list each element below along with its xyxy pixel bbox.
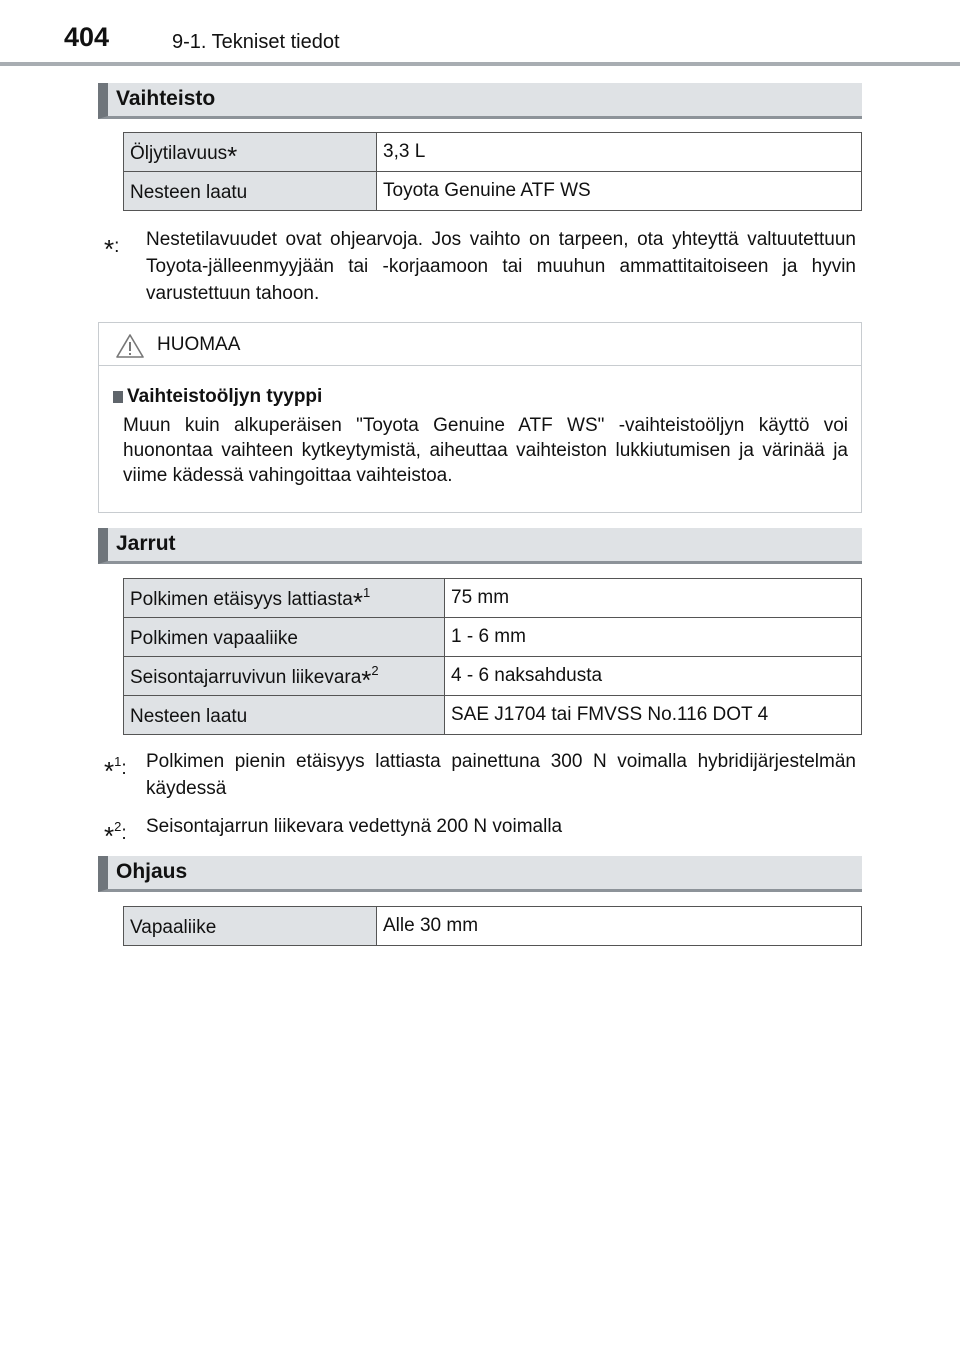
footnote-text: Seisontajarrun liikevara vedettynä 200 N voimalla — [146, 816, 563, 837]
notice-body: Muun kuin alkuperäisen "Toyota Genuine ATF WS" -vaihteistoöljyn käyttö voi huonontaa vaihteen kytkeytymistä, aiheuttaa vaihteiston lukkiutumisen ja värinää ja viime kädessä vahingoittaa vaihteistoa. — [123, 415, 848, 486]
spec-label: Polkimen etäisyys lattiasta*$^1$ — [124, 579, 445, 618]
header-rule — [0, 62, 960, 66]
table-row — [124, 907, 862, 946]
spec-value: SAE J1704 tai FMVSS No.116 DOT 4 — [445, 696, 862, 735]
chapter-title: 9-1. Tekniset tiedot — [172, 31, 340, 53]
table-row — [124, 696, 862, 735]
section-title: Jarrut — [116, 532, 176, 555]
spec-value: 75 mm — [445, 579, 862, 618]
spec-label: Polkimen vapaaliike — [124, 618, 445, 657]
table-row — [124, 618, 862, 657]
spec-value: Toyota Genuine ATF WS — [377, 172, 862, 211]
bullet-square-icon — [113, 391, 123, 403]
notice-box — [98, 322, 862, 513]
spec-label: Vapaaliike — [124, 907, 377, 946]
section-title: Vaihteisto — [116, 87, 216, 110]
footnote-marker: *$^1$: — [104, 754, 127, 786]
section-title: Ohjaus — [116, 860, 188, 883]
section-bar-transmission — [98, 83, 862, 119]
section-bar-brakes — [98, 528, 862, 564]
brakes-footnote-1 — [104, 748, 856, 802]
table-row — [124, 133, 862, 172]
spec-value: Alle 30 mm — [377, 907, 862, 946]
table-row — [124, 579, 862, 618]
notice-header — [99, 323, 861, 366]
spec-value: 1 - 6 mm — [445, 618, 862, 657]
section-bar-steering — [98, 856, 862, 892]
brakes-footnote-2 — [104, 813, 856, 851]
steering-spec-table — [123, 906, 862, 946]
page-header — [0, 0, 960, 68]
footnote-mark: * — [227, 141, 238, 171]
notice-label: HUOMAA — [157, 334, 241, 355]
brakes-spec-table — [123, 578, 862, 735]
table-row — [124, 172, 862, 211]
footnote-marker: *: — [104, 234, 120, 264]
warning-triangle-icon — [115, 333, 145, 359]
transmission-spec-table — [123, 132, 862, 211]
transmission-footnote — [104, 226, 856, 307]
spec-label: Seisontajarruvivun liikevara*$^2$ — [124, 657, 445, 696]
footnote-text: Nestetilavuudet ovat ohjearvoja. Jos vaihto on tarpeen, ota yhteyttä valtuutettuun Toyota-jälleenmyyjään tai -korjaamoon tai muuhun ammattitaitoiseen ja hyvin varustettuun tahoon. — [146, 229, 856, 304]
footnote-text: Polkimen pienin etäisyys lattiasta painettuna 300 N voimalla hybridijärjestelmän käydessä — [146, 751, 856, 799]
spec-value: 4 - 6 naksahdusta — [445, 657, 862, 696]
spec-label: Nesteen laatu — [124, 696, 445, 735]
footnote-marker: *$^2$: — [104, 819, 127, 851]
page-number: 404 — [64, 22, 110, 52]
table-row — [124, 657, 862, 696]
spec-value: 3,3 L — [377, 133, 862, 172]
notice-subtitle: Vaihteistoöljyn tyyppi — [127, 386, 323, 407]
spec-label: Öljytilavuus* — [124, 133, 377, 172]
spec-label: Nesteen laatu — [124, 172, 377, 211]
